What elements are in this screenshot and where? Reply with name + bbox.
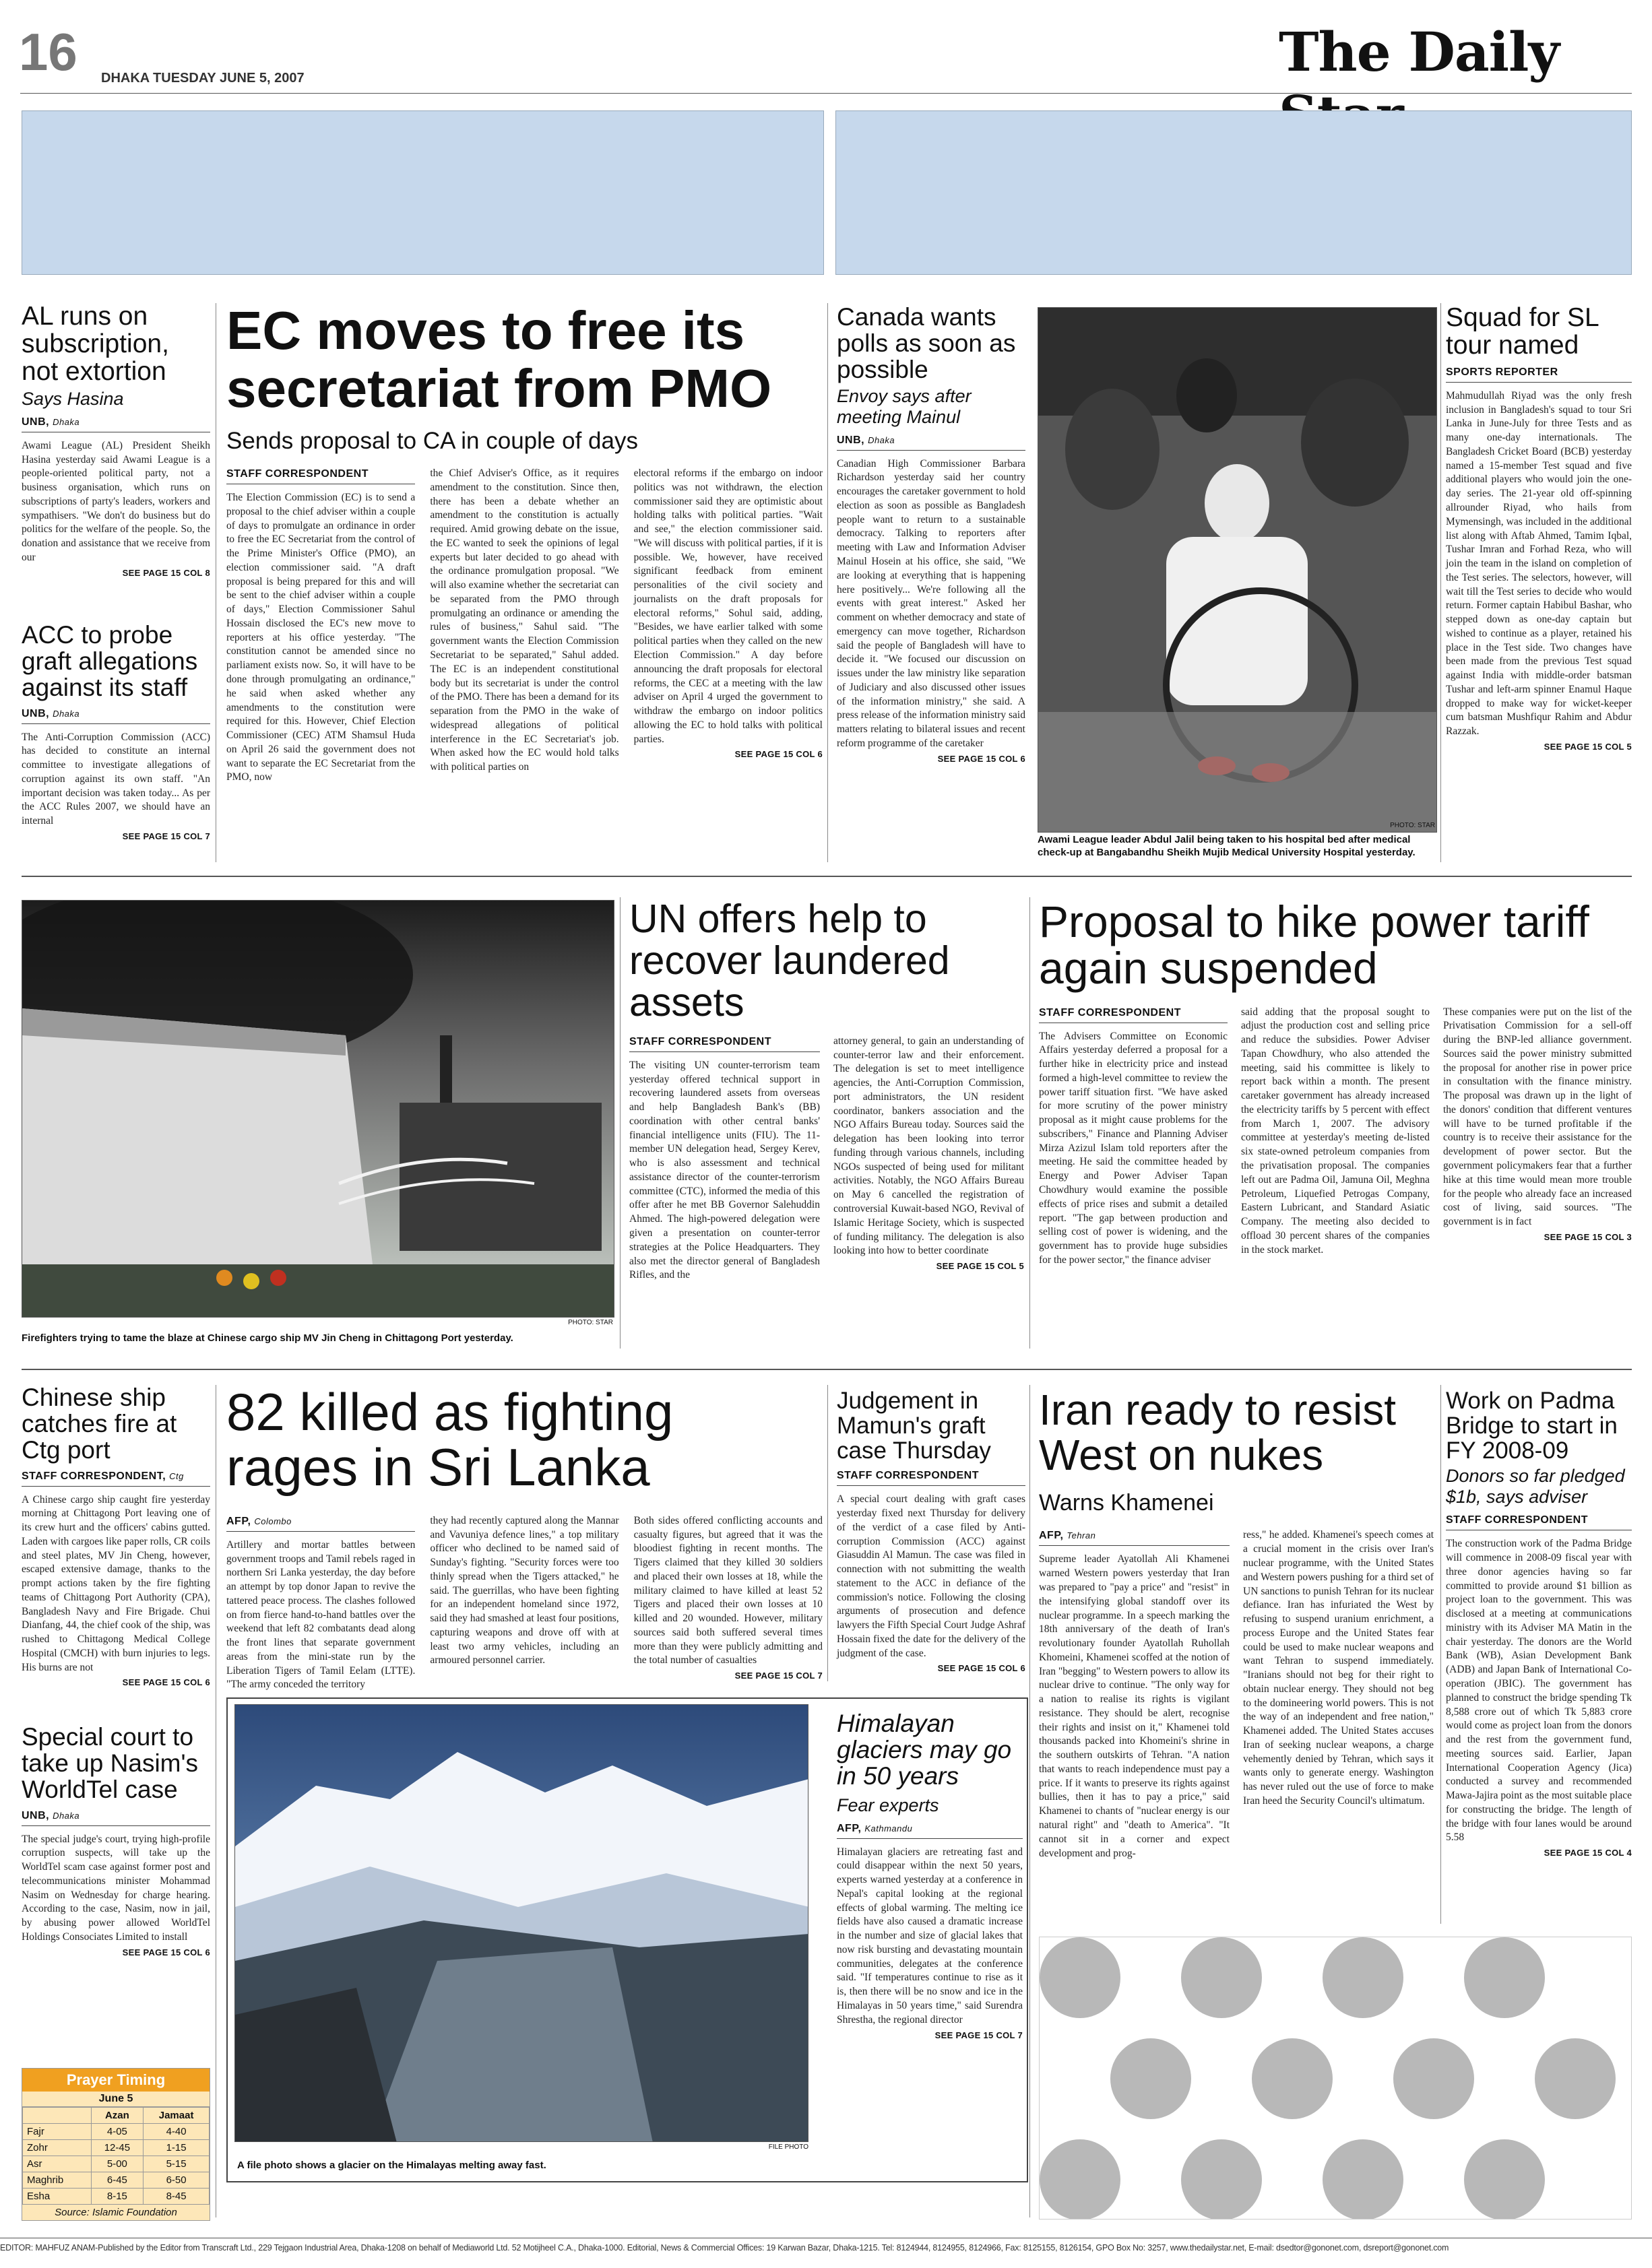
photo-glacier[interactable]	[234, 1704, 808, 2142]
story-un	[629, 899, 1024, 1283]
headline[interactable]: Work on Padma Bridge to start in FY 2008-09	[1446, 1388, 1618, 1464]
photo-jalil-image	[1038, 308, 1437, 833]
subhead: Donors so far pledged $1b, says adviser	[1446, 1466, 1625, 1508]
headline[interactable]: UN offers help to recover laundered assets	[629, 897, 950, 1025]
photo-ship-image	[22, 901, 614, 1318]
photo-jalil[interactable]	[1038, 307, 1437, 833]
jump-link[interactable]: SEE PAGE 15 COL 6	[937, 753, 1025, 764]
article-body: Supreme leader Ayatollah Ali Khamenei warned Western powers yesterday that Iran was prepared to "pay a price" and "resist" in the intensifying global standoff over its nuclear programme. In a speech marking the 18th anniversary of the death of Iran's revolutionary founder Ayatollah Ruhollah Khomeini, Khamenei scoffed at the notion of Iran "begging" to Western powers to allow its nuclear drive to continue. "The only way for a nation to realise its rights is vigilant resistance. They should be alert, recognise their rights and insist on it," Khamenei told thousands packed into Khomeini's shrine in the southern outskirts of Tehran. "A nation that wants to reach independence must pay a price. If it wants to preserve its rights against bullies, then it has to pay a price," said Khamenei to chants of "nuclear energy is our natural right" and "death to America". "It cannot sit in a corner and expect development and prog-	[1039, 1553, 1230, 1859]
byline: STAFF CORRESPONDENT	[226, 468, 415, 484]
article-body: Himalayan glaciers are retreating fast and could disappear within the next 50 years, experts warned yesterday at a conference in Nepal's capital looking at the regional effects of global warming. The melting ice fields have also caused a dramatic increase in the number and size of glacial lakes that now risk bursting and devastating mountain communities, delegates at the conference said. "If temperatures continue to rise as it is, then there will be no snow and ice in the Himalayas in 50 years time," said Surendra Shrestha, the regional director	[837, 1846, 1023, 2026]
byline: AFP, Colombo	[226, 1516, 415, 1532]
photo-caption: Firefighters trying to tame the blaze at Chinese cargo ship MV Jin Cheng in Chittagong Port yesterday.	[22, 1332, 513, 1344]
column-rule	[827, 1385, 828, 1681]
article-body: The special judge's court, trying high-profile corruption suspects, will take up the WorldTel scam case against former post and telecommunications minister Mohammad Nasim on Wednesday for charge hearing. According to the case, Nasim, now in jail, by abusing power allowed WorldTel Holdings Consociates Limited to install	[22, 1833, 210, 1943]
jump-link[interactable]: SEE PAGE 15 COL 7	[934, 2030, 1023, 2040]
masthead-rule	[20, 93, 1632, 94]
jump-link[interactable]: SEE PAGE 15 COL 6	[734, 749, 823, 760]
article-body: These companies were put on the list of the Privatisation Commission for a sell-off during the BNP-led alliance government. Sources said the power ministry submitted the proposal for another rise in power price in consultation with the finance ministry. The proposal was drawn up in the light of the donors' condition that different ventures will have to be turned profitable if the country is to receive their assistance for the development of power sector. But the government policymakers fear that a further hike at this time would mean more trouble for the people who already face an increased cost of living, said sources. "The government is in fact	[1443, 1006, 1632, 1228]
jump-link[interactable]: SEE PAGE 15 COL 5	[936, 1261, 1024, 1272]
headline[interactable]: Chinese ship catches fire at Ctg port	[22, 1384, 177, 1464]
article-body: ress," he added. Khamenei's speech comes at a crucial moment in the crisis over Iran's nuclear programme, with the United States and Western powers pushing for a third set of UN sanctions to punish Tehran for its nuclear defiance. Iran has infuriated the West by refusing to suspend uranium enrichment, a process Europe and the United States fear could be used to make nuclear weapons and want Tehran to suspend immediately. "Iranians should not beg for their right to obtain nuclear energy. They should not beg to the domineering world powers. This is not the way of an independent and free nation," Khamenei added. The United States accuses Iran of seeking nuclear weapons, a charge vehemently denied by Tehran, which says it wants only to generate energy. Washington has never ruled out the use of force to make Iran heed the Security Council's ultimatum.	[1243, 1529, 1434, 1807]
footer-imprint: EDITOR: MAHFUZ ANAM-Published by the Editor from Transcraft Ltd., 229 Tejgaon Industrial Area, Dhaka-1208 on behalf of Mediaworld Ltd. 52 Motijheel C.A., Dhaka-1000. Editorial, News & Commercial Offices: 19 Karwan Bazar, Dhaka-1215. Tel: 8124944, 8124955, 8124966, Fax: 8125155, 8126154, GPO Box No: 3257, www.thedailystar.net, E-mail: dsedtor@gononet.com, dsreport@gononet.com	[0, 2243, 1449, 2253]
photo-caption: Awami League leader Abdul Jalil being taken to his hospital bed after medical check-up at Bangabandhu Sheikh Mujib Medical University Hospital yesterday.	[1038, 834, 1416, 858]
headline[interactable]: Iran ready to resist West on nukes	[1039, 1386, 1396, 1480]
headline[interactable]: Judgement in Mamun's graft case Thursday	[837, 1388, 991, 1464]
story-iran	[1039, 1388, 1434, 1860]
photo-credit: PHOTO: STAR	[568, 1319, 613, 1326]
article-body: The construction work of the Padma Bridge will commence in 2008-09 fiscal year with three donor agencies having so far committed to provide around $1 billion as project loan to the government. This was disclosed at a meeting at communications ministry with its Adviser MA Matin in the chair yesterday. The donors are the World Bank (WB), Asian Development Bank (ADB) and Japan Bank of International Co-operation (JBIC). The government has planned to construct the bridge spending Tk 8,588 crore out of which Tk 5,883 crore would come as project loan from the donors and the rest from the government fund, meeting sources said. Earlier, Japan International Cooperation Agency (Jica) conducted a survey and recommended Mawa-Jajira point as the most suitable place for constructing the bridge. The length of the bridge with four lanes would be around 5.58	[1446, 1538, 1632, 1844]
prayer-row: Esha 8-15 8-45	[23, 2189, 210, 2205]
column-rule	[620, 897, 621, 1349]
headline[interactable]: Squad for SL tour named	[1446, 303, 1599, 360]
byline: UNB, Dhaka	[22, 1810, 210, 1826]
article-body: Both sides offered conflicting accounts and casualty figures, but agreed that it was the bloodiest fighting in recent months. The Tigers claimed that they killed 30 soldiers and placed their own losses at 18, while the military claimed to have killed at least 52 Tigers and placed their own losses at 10 killed and 20 wounded. However, military sources said both suffered several times more than they were publicly admitting and the total number of casualties	[633, 1514, 823, 1666]
article-body: The Advisers Committee on Economic Affairs yesterday deferred a proposal for a further hike in electricity price and instead formed a high-level committee to review the power tariff situation first. "We have asked for more scrutiny of the power ministry proposal as it might cause problems for the subscribers," Finance and Planning Adviser Mirza Azizul Islam told reporters after the meeting. He said the committee headed by Energy and Power Adviser Tapan Chowdhury would examine the possible effects of price rises and submit a detailed report. "The gap between production and selling cost of power is widening, and the government has to provide huge subsidies for the power sector," the finance adviser	[1039, 1030, 1228, 1266]
story-canada	[837, 304, 1025, 764]
headline[interactable]: Himalayan glaciers may go in 50 years	[837, 1710, 1012, 1790]
byline: AFP, Tehran	[1039, 1530, 1230, 1546]
article-body: said adding that the proposal sought to adjust the production cost and selling price and reduce the subsidies. Power Adviser Tapan Chowdhury, who also attended the meeting, said his committee is likely to report back within a month. The present caretaker government has already increased the electricity tariffs by 5 percent with effect from March 1, 2007. The advisory committee at yesterday's meeting de-listed six state-owned petroleum companies from the privatisation proposal. The companies left out are Padma Oil, Jamuna Oil, Meghna Petroleum, Liquefied Petrogas Company, Eastern Lubricant, and Standard Asiatic Company. The meeting also decided to offload 30 percent shares of the companies in the stock market.	[1241, 1006, 1430, 1256]
article-body: the Chief Adviser's Office, as it requires amendment to the constitution. Since then, there has been a debate whether an amendment to the constitution is actually required. Amid growing debate on the issue, the EC wanted to seek the opinions of legal experts but later decided to go ahead with the ordinance promulgation proposal. "We will also examine whether the secretariat can be separated from the PMO through promulgating an ordinance or amending the rules of business," Sahul said. "The government wants the Election Commission Secretariat to be separated," Sahul added. The EC is an independent constitutional body but its secretariat is under the control of the PMO. There has been a demand for its separation from the PMO in the wake of widespread allegations of political interference in the EC Secretariat's job. When asked how the EC would hold talks with political parties on	[430, 467, 619, 773]
jump-link[interactable]: SEE PAGE 15 COL 6	[122, 1677, 210, 1688]
byline: UNB, Dhaka	[22, 416, 210, 432]
article-body: A Chinese cargo ship caught fire yesterday morning at Chittagong Port leaving one of its crew hurt and the officers' cabins gutted. Laden with cargoes like paper rolls, CR coils and steel plates, MV Jin Cheng, however, escaped extensive damage, thanks to the prompt actions taken by the fire fighting teams of Chittagong Port Authority (CPA), Bangladesh Navy and Fire Brigade. Chui Dianfang, 44, the chief cook of the ship, was rushed to Chittagong Medical College Hospital (CMCH) with burn injuries to legs. His burns are not	[22, 1493, 210, 1673]
story-tariff	[1039, 899, 1632, 1268]
byline: SPORTS REPORTER	[1446, 366, 1632, 383]
prayer-row: Asr 5-00 5-15	[23, 2156, 210, 2172]
masthead-logo: The Daily	[1279, 20, 1559, 84]
article-body: they had recently captured along the Mannar and Vavuniya defence lines," a top military officer who declined to be named said of Sunday's fighting. "Security forces were too thinly spread when the Tigers attacked," he said. The guerrillas, who have been fighting for an independent homeland since 1972, said they had smashed at least four positions, capturing weapons and drove off with at least two army vehicles, including an armoured personnel carrier.	[430, 1514, 619, 1666]
prayer-row: Zohr 12-45 1-15	[23, 2140, 210, 2156]
story-ec	[226, 302, 823, 785]
article-body: The Anti-Corruption Commission (ACC) has decided to constitute an internal committee to investigate allegations of corruption against its own staff. "An important decision was taken today... As per the ACC Rules 2007, we should have an internal	[22, 731, 210, 827]
story-srilanka	[226, 1382, 823, 1692]
prayer-table: Azan Jamaat Fajr 4-05 4-40 Zohr 12-45 1-15 Asr 5-00 5-15 Maghrib 6-45 6-50 Esha 8-15 8-45	[22, 2107, 210, 2205]
column-rule	[1440, 303, 1441, 862]
page-number: 16	[19, 22, 77, 82]
column-rule	[1029, 1385, 1030, 2217]
story-mamun	[837, 1389, 1025, 1673]
headline[interactable]: EC moves to free its secretariat from PMO	[226, 300, 772, 419]
photo-glacier-image	[235, 1705, 808, 2142]
article-body: Awami League (AL) President Sheikh Hasina yesterday said Awami League is a people-oriented political party, not a business organisation, which runs on subscriptions of party's leaders, workers and sympathisers. "We don't do business but do politics for the welfare of the people. So, the donation and assistance that we receive from our	[22, 439, 210, 563]
headline[interactable]: AL runs on subscription, not extortion	[22, 302, 169, 386]
photo-credit: PHOTO: STAR	[1390, 822, 1435, 829]
story-acc	[22, 622, 210, 841]
article-body: The Election Commission (EC) is to send a proposal to the chief adviser within a couple of days to promulgate an ordinance in order to free the EC Secretariat from the control of the Prime Minister's Office (PMO), an election commissioner said. "A draft proposal is being prepared for this and will be sent to the chief adviser within a couple of days," Election Commissioner Sahul Hossain disclosed the EC's new move to reporters at his office yesterday. "The constitution cannot be amended since no parliament exists now. So, it will have to be done through promulgating an ordinance," he said when asked whether any amendments to the constitution were required for this. However, Chief Election Commissioner (CEC) ATM Shamsul Huda on April 26 said the government does not want to separate the EC Secretariat from the PMO, now	[226, 492, 416, 783]
byline: STAFF CORRESPONDENT, Ctg	[22, 1470, 210, 1487]
headline[interactable]: Proposal to hike power tariff again suspended	[1039, 897, 1589, 994]
story-nasim	[22, 1724, 210, 1957]
prayer-title: Prayer Timing	[22, 2069, 210, 2092]
article-body: electoral reforms if the embargo on indoor politics was not withdrawn, the election commissioner said they are optimistic about holding talks with political parties. "Wait and see," the election commissioner said. "We will discuss with political parties, if it is possible. We, however, have received significant feedback from eminent personalities of the civil society and journalists on the draft proposals for electoral reforms," Sohul said, adding, "Besides, we have earlier talked with some political parties when they called on the new Election Commission." A day before announcing the draft proposals for electoral reforms, the CEC at a meeting with the law adviser on April 4 urged the government to withdraw the embargo on indoor politics allowing the EC to hold talks with political parties.	[633, 467, 823, 745]
subhead: Says Hasina	[22, 388, 124, 409]
article-body: The visiting UN counter-terrorism team yesterday offered technical support in recovering laundered assets from overseas and help Bangladesh Bank's (BB) coordination with other central banks' financial intelligence units (FIU). The 11-member UN delegation head, Sergey Kerev, who is also assessment and technical assistance director of the counter-terrorism committee (CTC), informed the media of this offer after he met BB Governor Salehuddin Ahmed. The high-powered delegation were given a presentation on counter-terror strategies at the Police Headquarters. They also met the director general of Bangladesh Rifles, and the	[629, 1059, 820, 1281]
byline: STAFF CORRESPONDENT	[837, 1470, 1025, 1486]
byline: UNB, Dhaka	[22, 708, 210, 724]
prayer-source: Source: Islamic Foundation	[22, 2205, 210, 2220]
jump-link[interactable]: SEE PAGE 15 COL 8	[122, 567, 210, 578]
photo-ship[interactable]	[22, 900, 614, 1318]
subhead: Warns Khamenei	[1039, 1490, 1214, 1516]
column-rule	[1440, 1385, 1441, 1924]
column-rule	[1029, 897, 1030, 1349]
subhead: Fear experts	[837, 1794, 939, 1815]
byline: STAFF CORRESPONDENT	[1446, 1514, 1632, 1530]
photo-credit: FILE PHOTO	[768, 2143, 808, 2151]
headline[interactable]: Special court to take up Nasim's WorldTel case	[22, 1723, 199, 1803]
prayer-row: Maghrib 6-45 6-50	[23, 2172, 210, 2189]
jump-link[interactable]: SEE PAGE 15 COL 5	[1544, 742, 1632, 752]
byline: UNB, Dhaka	[837, 434, 1025, 451]
ad-dotted-pattern	[1040, 1937, 1632, 2220]
date-line: DHAKA TUESDAY JUNE 5, 2007	[101, 71, 305, 86]
story-himalayan	[837, 1711, 1023, 2040]
prayer-timing-box	[22, 2068, 210, 2221]
headline[interactable]: ACC to probe graft allegations against its staff	[22, 621, 198, 701]
jump-link[interactable]: SEE PAGE 15 COL 4	[1544, 1848, 1632, 1858]
article-body: Mahmudullah Riyad was the only fresh inclusion in Bangladesh's squad to tour Sri Lanka in June-July for three Tests and as many one-day internationals. The Bangladesh Cricket Board (BCB) yesterday named a 15-member Test squad and five additional players who would join the one-day series. The 21-year old off-spinning allrounder Riyad, who hails from Mymensingh, was included in the additional list along with Aftab Ahmed, Tamim Iqbal, Tushar Imran and Forhad Reza, who will join the team in the island on completion of the Test series. The selectors, however, will wait till the Test series to decide who would return. Former captain Habibul Bashar, who stepped down as one-day captain but wished to continue as a player, retained his place in the Test side. Two changes have been made from the previous Test squad against India with middle-order batsman Tushar and left-arm spinner Enamul Haque dropped to make way for wicket-keeper cum batsman Mushfiqur Rahim and Abdur Razzak.	[1446, 389, 1632, 738]
prayer-row: Fajr 4-05 4-40	[23, 2124, 210, 2140]
jump-link[interactable]: SEE PAGE 15 COL 7	[122, 831, 210, 841]
byline: AFP, Kathmandu	[837, 1823, 1023, 1839]
jump-link[interactable]: SEE PAGE 15 COL 6	[937, 1663, 1025, 1674]
story-al	[22, 303, 210, 578]
byline: STAFF CORRESPONDENT	[629, 1036, 820, 1052]
ad-banner-left[interactable]	[22, 110, 824, 275]
jump-link[interactable]: SEE PAGE 15 COL 7	[734, 1671, 823, 1681]
ad-banner-right[interactable]	[835, 110, 1632, 275]
photo-caption: A file photo shows a glacier on the Himalayas melting away fast.	[237, 2160, 546, 2171]
column-rule	[827, 303, 828, 862]
story-chinese-ship	[22, 1385, 210, 1687]
prayer-date: June 5	[22, 2092, 210, 2107]
article-body: Artillery and mortar battles between government troops and Tamil rebels raged in northern Sri Lanka yesterday, the day before an attempt by top donor Japan to revive the tattered peace process. The clashes followed on from fierce hand-to-hand battles over the weekend that left 82 combatants dead along the front lines that separate government areas from the mini-state run by the Liberation Tigers of Tamil Eelam (LTTE). "The army conceded the territory	[226, 1538, 416, 1691]
story-squad	[1446, 304, 1632, 752]
headline[interactable]: Canada wants polls as soon as possible	[837, 303, 1016, 383]
subhead: Sends proposal to CA in couple of days	[226, 427, 638, 454]
subhead: Envoy says after meeting Mainul	[837, 385, 972, 427]
section-rule	[22, 1369, 1632, 1370]
article-body: Canadian High Commissioner Barbara Richardson yesterday said her country encourages the caretaker government to hold election as soon as possible as Bangladesh people want to return to a sustainable democracy. Talking to reporters after meeting with Law and Information Adviser Mainul Hosein at his office, she said, "We are looking at everything that is happening here positively... We're following all the events with great interest." Asked her comment on whether democracy and state of emergency can move together, Richardson said the people of Bangladesh will have to decide it. "We focused our discussion on issues under the law ministry like separation of Judiciary and also discussed other issues of the information ministry," she said. A press release of the information ministry said matters relating to bilateral issues and recent reform programme of the caretaker	[837, 457, 1025, 749]
article-body: A special court dealing with graft cases yesterday fixed next Thursday for delivery of the verdict of a case filed by Anti-corruption Commission (ACC) against Giasuddin Al Mamun. The case was filed in connection with not submitting the wealth statement to the ACC in defiance of the commission's notice. Following the closing arguments of prosecution and defence lawyers the Fifth Special Court Judge Ashraf Hossain fixed the date for the delivery of the judgment of the case.	[837, 1493, 1025, 1659]
section-rule	[22, 876, 1632, 877]
article-body: attorney general, to gain an understanding of counter-terror law and their enforcement. The delegation is set to meet intelligence agencies, the Anti-Corruption Commission, port administrators, the UN resident coordinator, bankers association and the NGO Affairs Bureau today. Sources said the delegation has been looking into terror funding through various channels, including NGOs suspected of being used for militant activities. Notably, the NGO Affairs Bureau on May 6 cancelled the registration of controversial Kuwait-based NGO, Revival of Islamic Heritage Society, which is suspected of funding militancy. The delegation is also looking into how to better coordinate	[833, 1035, 1024, 1257]
story-padma	[1446, 1389, 1632, 1858]
jump-link[interactable]: SEE PAGE 15 COL 3	[1544, 1231, 1632, 1242]
byline: STAFF CORRESPONDENT	[1039, 1007, 1228, 1023]
ad-dotted[interactable]	[1039, 1937, 1632, 2220]
jump-link[interactable]: SEE PAGE 15 COL 6	[122, 1947, 210, 1957]
headline[interactable]: 82 killed as fighting rages in Sri Lanka	[226, 1382, 674, 1497]
